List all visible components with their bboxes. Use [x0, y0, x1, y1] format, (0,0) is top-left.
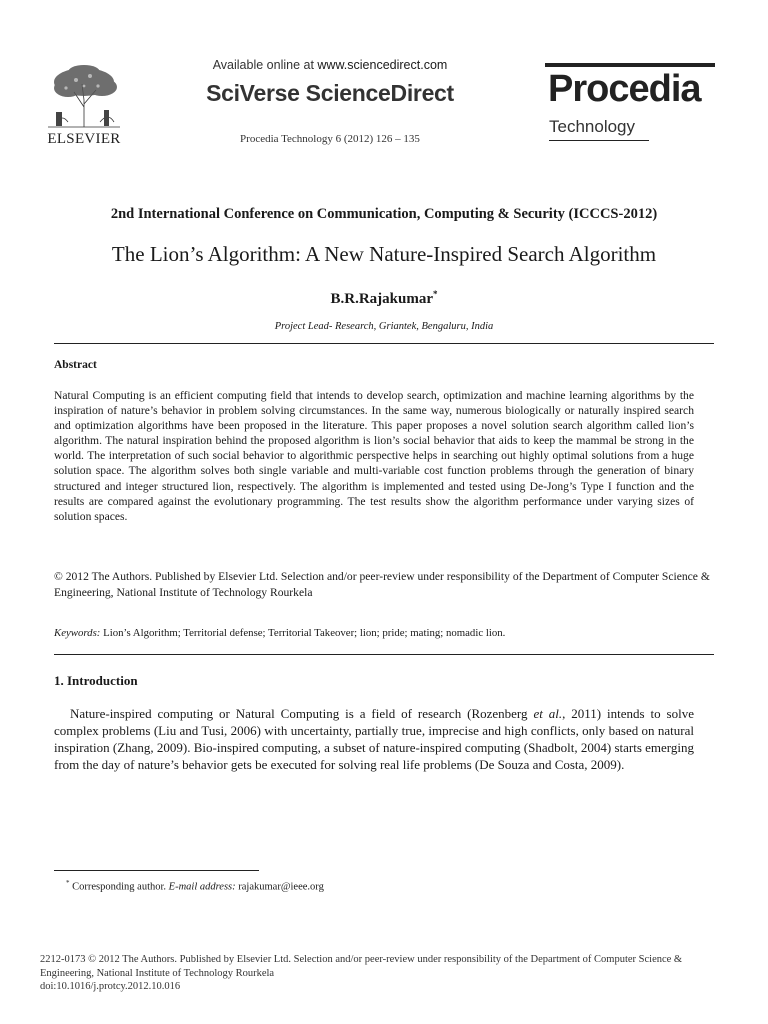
intro-text-part1: Nature-inspired computing or Natural Computing is a field of research (Rozenberg — [70, 706, 534, 721]
keywords-line — [54, 627, 714, 639]
footnote-divider — [54, 870, 259, 871]
email-address[interactable]: rajakumar@ieee.org — [235, 881, 324, 893]
intro-text-part2: , 2011) intends to solve complex problems (Liu and Tusi, 2006) with uncertainty, partially true, imprecise and high conflicts, only based on natural inspiration (Zhang, 2009). Bio-inspired computing, a subset of nature-inspired computing (Shadbolt, 2004) starts emerging from the day of nature’s behavior gets be executed for solving real life problems (De Souza and Costa, 2009). — [54, 706, 694, 772]
author-line — [0, 289, 768, 308]
email-label: E-mail address: — [168, 881, 236, 893]
keywords-label: Keywords: — [54, 627, 101, 639]
footnote-mark: * — [66, 879, 70, 887]
paper-title: The Lion’s Algorithm: A New Nature-Inspired Search Algorithm — [111, 242, 657, 266]
footer-copyright: 2212-0173 © 2012 The Authors. Published by Elsevier Ltd. Selection and/or peer-review under responsibility of the Department of Computer Science & Engineering, National Institute of Technology Rourkela — [40, 954, 683, 979]
abstract-heading: Abstract — [54, 359, 97, 371]
platform-name: SciVerse ScienceDirect — [206, 80, 454, 106]
author-name: B.R.Rajakumar — [330, 291, 433, 307]
copyright-notice: © 2012 The Authors. Published by Elsevier Ltd. Selection and/or peer-review under responsibility of the Department of Computer Science & Engineering, National Institute of Technology Rourkela — [54, 570, 710, 599]
doi[interactable]: doi:10.1016/j.protcy.2012.10.016 — [40, 981, 181, 992]
keywords-list: Lion’s Algorithm; Territorial defense; Territorial Takeover; lion; pride; mating; nomadic lion. — [103, 627, 506, 639]
section-heading: 1. Introduction — [54, 673, 138, 688]
tree-icon — [38, 62, 130, 132]
page-footer — [40, 953, 728, 994]
sciencedirect-link[interactable]: www.sciencedirect.com — [317, 58, 448, 72]
author-footnote-mark: * — [433, 289, 438, 299]
footnote — [66, 879, 324, 893]
available-online-line — [160, 58, 500, 72]
publisher-name: ELSEVIER — [47, 131, 121, 147]
divider-bottom — [54, 654, 714, 655]
author-affiliation: Project Lead- Research, Griantek, Bengaluru, India — [274, 321, 494, 332]
brand-rule — [545, 63, 715, 67]
journal-brand: Procedia — [548, 68, 701, 110]
abstract-text: Natural Computing is an efficient computing field that intends to develop search, optimization and machine learning algorithms by the inspiration of nature’s behavior in problem solving circumstances. In the same way, numerous biologically or naturally inspired search and optimization algorithms have been proposed in the literature. This paper proposes a novel solution search algorithm called lion’s algorithm. The natural inspiration behind the proposed algorithm is lion’s social behavior that aids to keep the mammal be strong in the world. The interpretation of such social behavior to algorithmic perspective helps in searching out highly optimal solutions from a huge solution space. The algorithm solves both single variable and multi-variable cost function problems through the generation of binary structured and integer structured lion, respectively. The algorithm is implemented and tested using De-Jong’s Type I function and the results are compared against the evolutionary programming. The test results show the algorithm performance under varying sizes of solution spaces. — [54, 389, 694, 523]
brand-underline — [549, 140, 649, 141]
divider-top — [54, 343, 714, 344]
conference-name: 2nd International Conference on Communication, Computing & Security (ICCCS-2012) — [110, 206, 658, 222]
journal-reference: Procedia Technology 6 (2012) 126 – 135 — [240, 133, 420, 145]
intro-text-italic: et al. — [533, 706, 563, 721]
available-online-prefix: Available online at — [212, 58, 318, 72]
footnote-label: Corresponding author. — [69, 881, 169, 893]
introduction-paragraph — [54, 705, 694, 773]
journal-subtitle: Technology — [549, 117, 636, 136]
